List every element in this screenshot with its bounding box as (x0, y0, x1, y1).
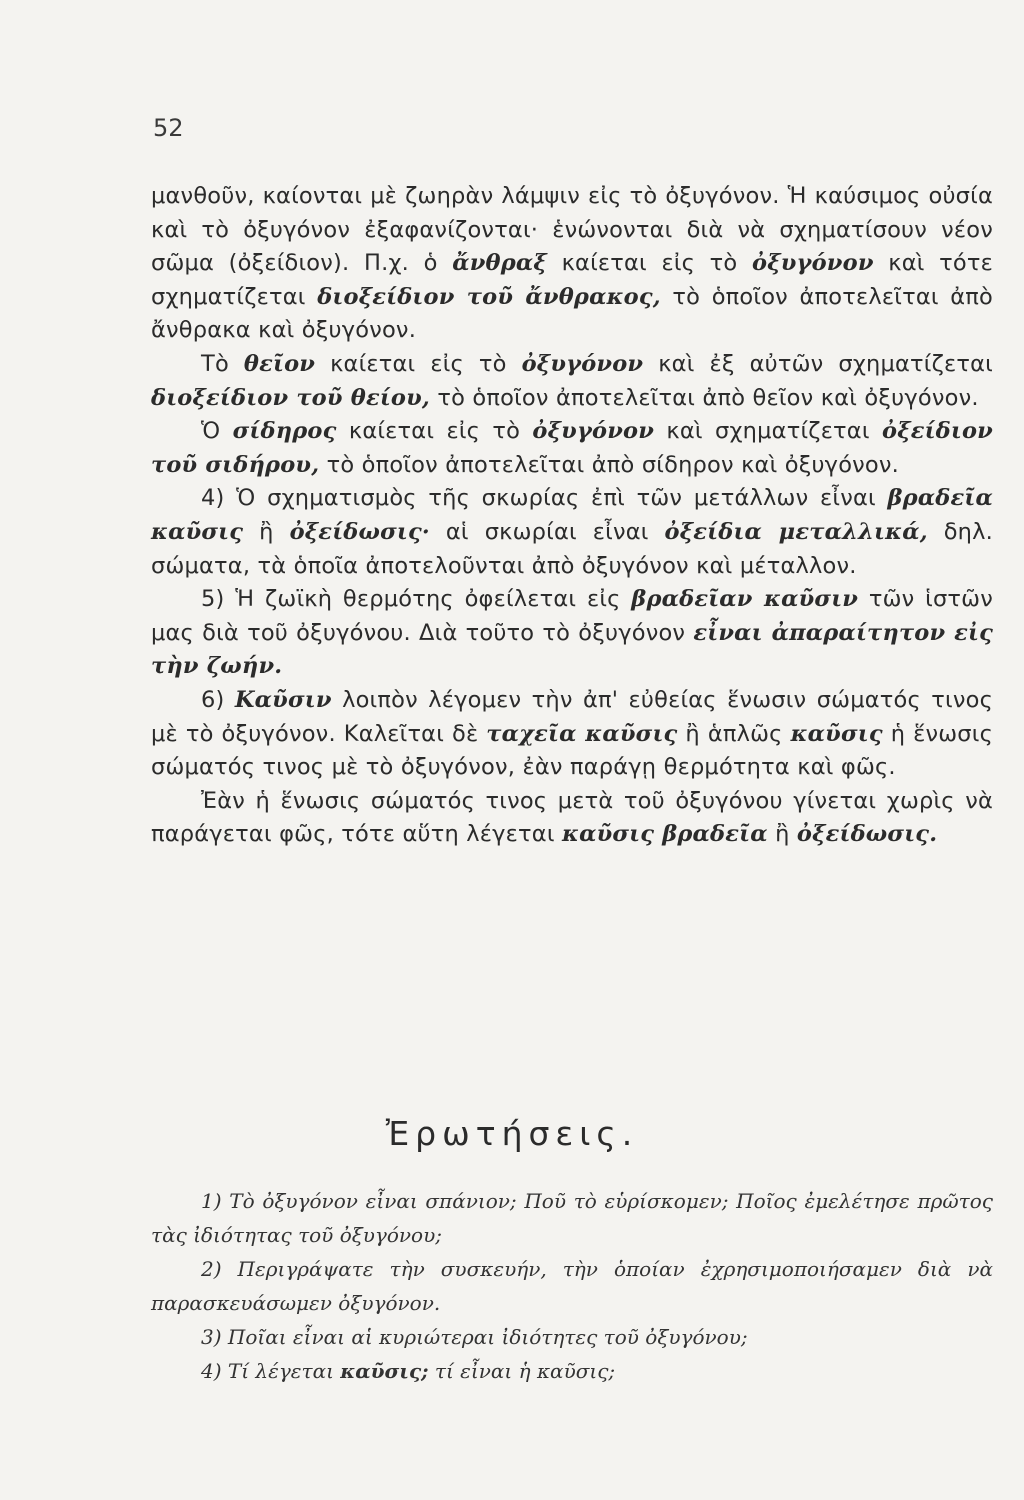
question-1 (151, 1184, 993, 1252)
paragraph-6 (151, 684, 993, 785)
paragraph-run-bold-term: θεῖον (243, 350, 316, 377)
question-4 (151, 1354, 993, 1388)
paragraph-run-text: τὸ ὁποῖον ἀποτελεῖται ἀπὸ θεῖον καὶ ὀξυγόνον. (429, 384, 979, 411)
question-3 (151, 1320, 993, 1354)
paragraph-run-bold-term: ὀξείδια μεταλλικά, (664, 518, 928, 545)
question-run-text: τί εἶναι ἡ καῦσις; (428, 1359, 616, 1383)
paragraph-run-text: Ὁ (201, 418, 233, 445)
paragraph-run-bold-term: ὀξείδωσις. (796, 821, 938, 848)
paragraph-run-text: ἢ ἁπλῶς (677, 720, 791, 747)
paragraph-run-text: καίεται εἰς τὸ (315, 350, 522, 377)
paragraph-run-bold-term: εἶναι ἀπαραίτητον εἰς τὴν ζωήν. (151, 619, 994, 680)
paragraph-run-bold-term: ὀξείδιον τοῦ σιδήρου, (151, 418, 993, 478)
paragraph-run-bold-term: διοξείδιον τοῦ ἄνθρακος, (317, 283, 661, 310)
questions-heading: Ἐρωτήσεις. (385, 1114, 639, 1153)
question-run-bold-term: καῦσις; (340, 1359, 429, 1383)
question-run-text: 2) Περιγράψατε τὴν συσκευήν, τὴν ὁποίαν ἐχρησιμοποιήσαμεν διὰ νὰ παρασκευάσωμεν ὀξυγόνον. (151, 1257, 993, 1315)
paragraph-run-bold-term: καῦσις (790, 720, 883, 747)
paragraph-run-text: καὶ ἐξ αὐτῶν σχηματίζεται (643, 350, 993, 377)
paragraph-run-text: καὶ τότε σχηματίζεται (151, 250, 993, 310)
paragraph-run-text: 6) (201, 686, 235, 713)
paragraph-run-bold-term: ὀξυγόνον (752, 250, 874, 277)
paragraph-run-text: ἢ (767, 821, 797, 848)
paragraph-run-text: δηλ. σώματα, τὰ ὁποῖα ἀποτελοῦνται ἀπὸ ὀξυγόνον καὶ μέταλλον. (151, 518, 994, 579)
question-run-text: 3) Ποῖαι εἶναι αἱ κυριώτεραι ἰδιότητες τοῦ ὀξυγόνου; (201, 1325, 748, 1349)
paragraph-run-text: καὶ σχηματίζεται (654, 418, 882, 445)
paragraph-7 (151, 785, 993, 852)
paragraph-run-text: ἡ ἕνωσις σώματός τινος μὲ τὸ ὀξυγόνον, ἐὰν παράγῃ θερμότητα καὶ φῶς. (151, 720, 993, 781)
paragraph-run-bold-term: διοξείδιον τοῦ θείου, (151, 384, 430, 411)
paragraph-4 (151, 482, 993, 583)
page-number: 52 (153, 114, 184, 142)
paragraph-run-bold-term: βραδεῖα καῦσις (151, 485, 993, 545)
paragraph-run-bold-term: σίδηρος (232, 418, 337, 445)
paragraph-run-text: μανθοῦν, καίονται μὲ ζωηρὰν λάμψιν εἰς τὸ ὀξυγόνον. Ἡ καύσιμος οὐσία καὶ τὸ ὀξυγόνον ἐξαφανίζονται· ἑνώνονται διὰ νὰ σχηματίσουν νέον σῶμα (ὀξείδιον). Π.χ. ὁ (151, 183, 993, 277)
paragraph-run-text: τὸ ὁποῖον ἀποτελεῖται ἀπὸ ἄνθρακα καὶ ὀξυγόνον. (151, 283, 993, 344)
question-run-text: 4) Τί λέγεται (201, 1359, 341, 1383)
paragraph-run-text: 5) Ἡ ζωϊκὴ θερμότης ὀφείλεται εἰς (201, 586, 632, 613)
paragraph-run-bold-term: ὀξυγόνον (532, 418, 655, 445)
paragraph-run-text: καίεται εἰς τὸ (336, 418, 533, 445)
paragraph-run-bold-term: ἄνθραξ (452, 250, 547, 277)
paragraph-run-text: ἢ (243, 518, 290, 545)
paragraph-run-text: αἱ σκωρίαι εἶναι (429, 518, 665, 545)
paragraph-run-bold-term: ὀξυγόνον (521, 350, 644, 377)
paragraph-run-text: καίεται εἰς τὸ (546, 250, 752, 277)
paragraph-run-bold-term: ὀξείδωσις· (289, 518, 430, 545)
paragraph-run-text: Τὸ (201, 350, 244, 377)
paragraph-1 (151, 180, 993, 348)
paragraph-run-text: τὸ ὁποῖον ἀποτελεῖται ἀπὸ σίδηρον καὶ ὀξυγόνον. (319, 451, 900, 478)
paragraph-run-text: λοιπὸν λέγομεν τὴν ἀπ' εὐθείας ἕνωσιν σώματός τινος μὲ τὸ ὀξυγόνον. Καλεῖται δὲ (151, 686, 993, 747)
paragraph-run-text: Ἐὰν ἡ ἕνωσις σώματός τινος μετὰ τοῦ ὀξυγόνου γίνεται χωρὶς νὰ παράγεται φῶς, τότε αὕτη λέγεται (151, 787, 993, 848)
questions-list (151, 1184, 993, 1388)
body-text (151, 180, 993, 852)
paragraph-run-text: 4) Ὁ σχηματισμὸς τῆς σκωρίας ἐπὶ τῶν μετάλλων εἶναι (201, 485, 888, 512)
paragraph-3 (151, 415, 993, 482)
paragraph-run-text: τῶν ἱστῶν μας διὰ τοῦ ὀξυγόνου. Διὰ τοῦτο τὸ ὀξυγόνον (151, 586, 993, 646)
paragraph-2 (151, 348, 993, 415)
paragraph-run-bold-term: βραδεῖαν καῦσιν (631, 586, 859, 613)
paragraph-run-bold-term: ταχεῖα καῦσις (486, 720, 678, 747)
question-run-text: 1) Τὸ ὀξυγόνον εἶναι σπάνιον; Ποῦ τὸ εὑρίσκομεν; Ποῖος ἐμελέτησε πρῶτος τὰς ἰδιότητας τοῦ ὀξυγόνου; (151, 1189, 993, 1247)
question-2 (151, 1252, 993, 1320)
paragraph-run-bold-term: Καῦσιν (234, 686, 332, 713)
paragraph-5 (151, 583, 993, 684)
paragraph-run-bold-term: καῦσις βραδεῖα (562, 821, 768, 848)
